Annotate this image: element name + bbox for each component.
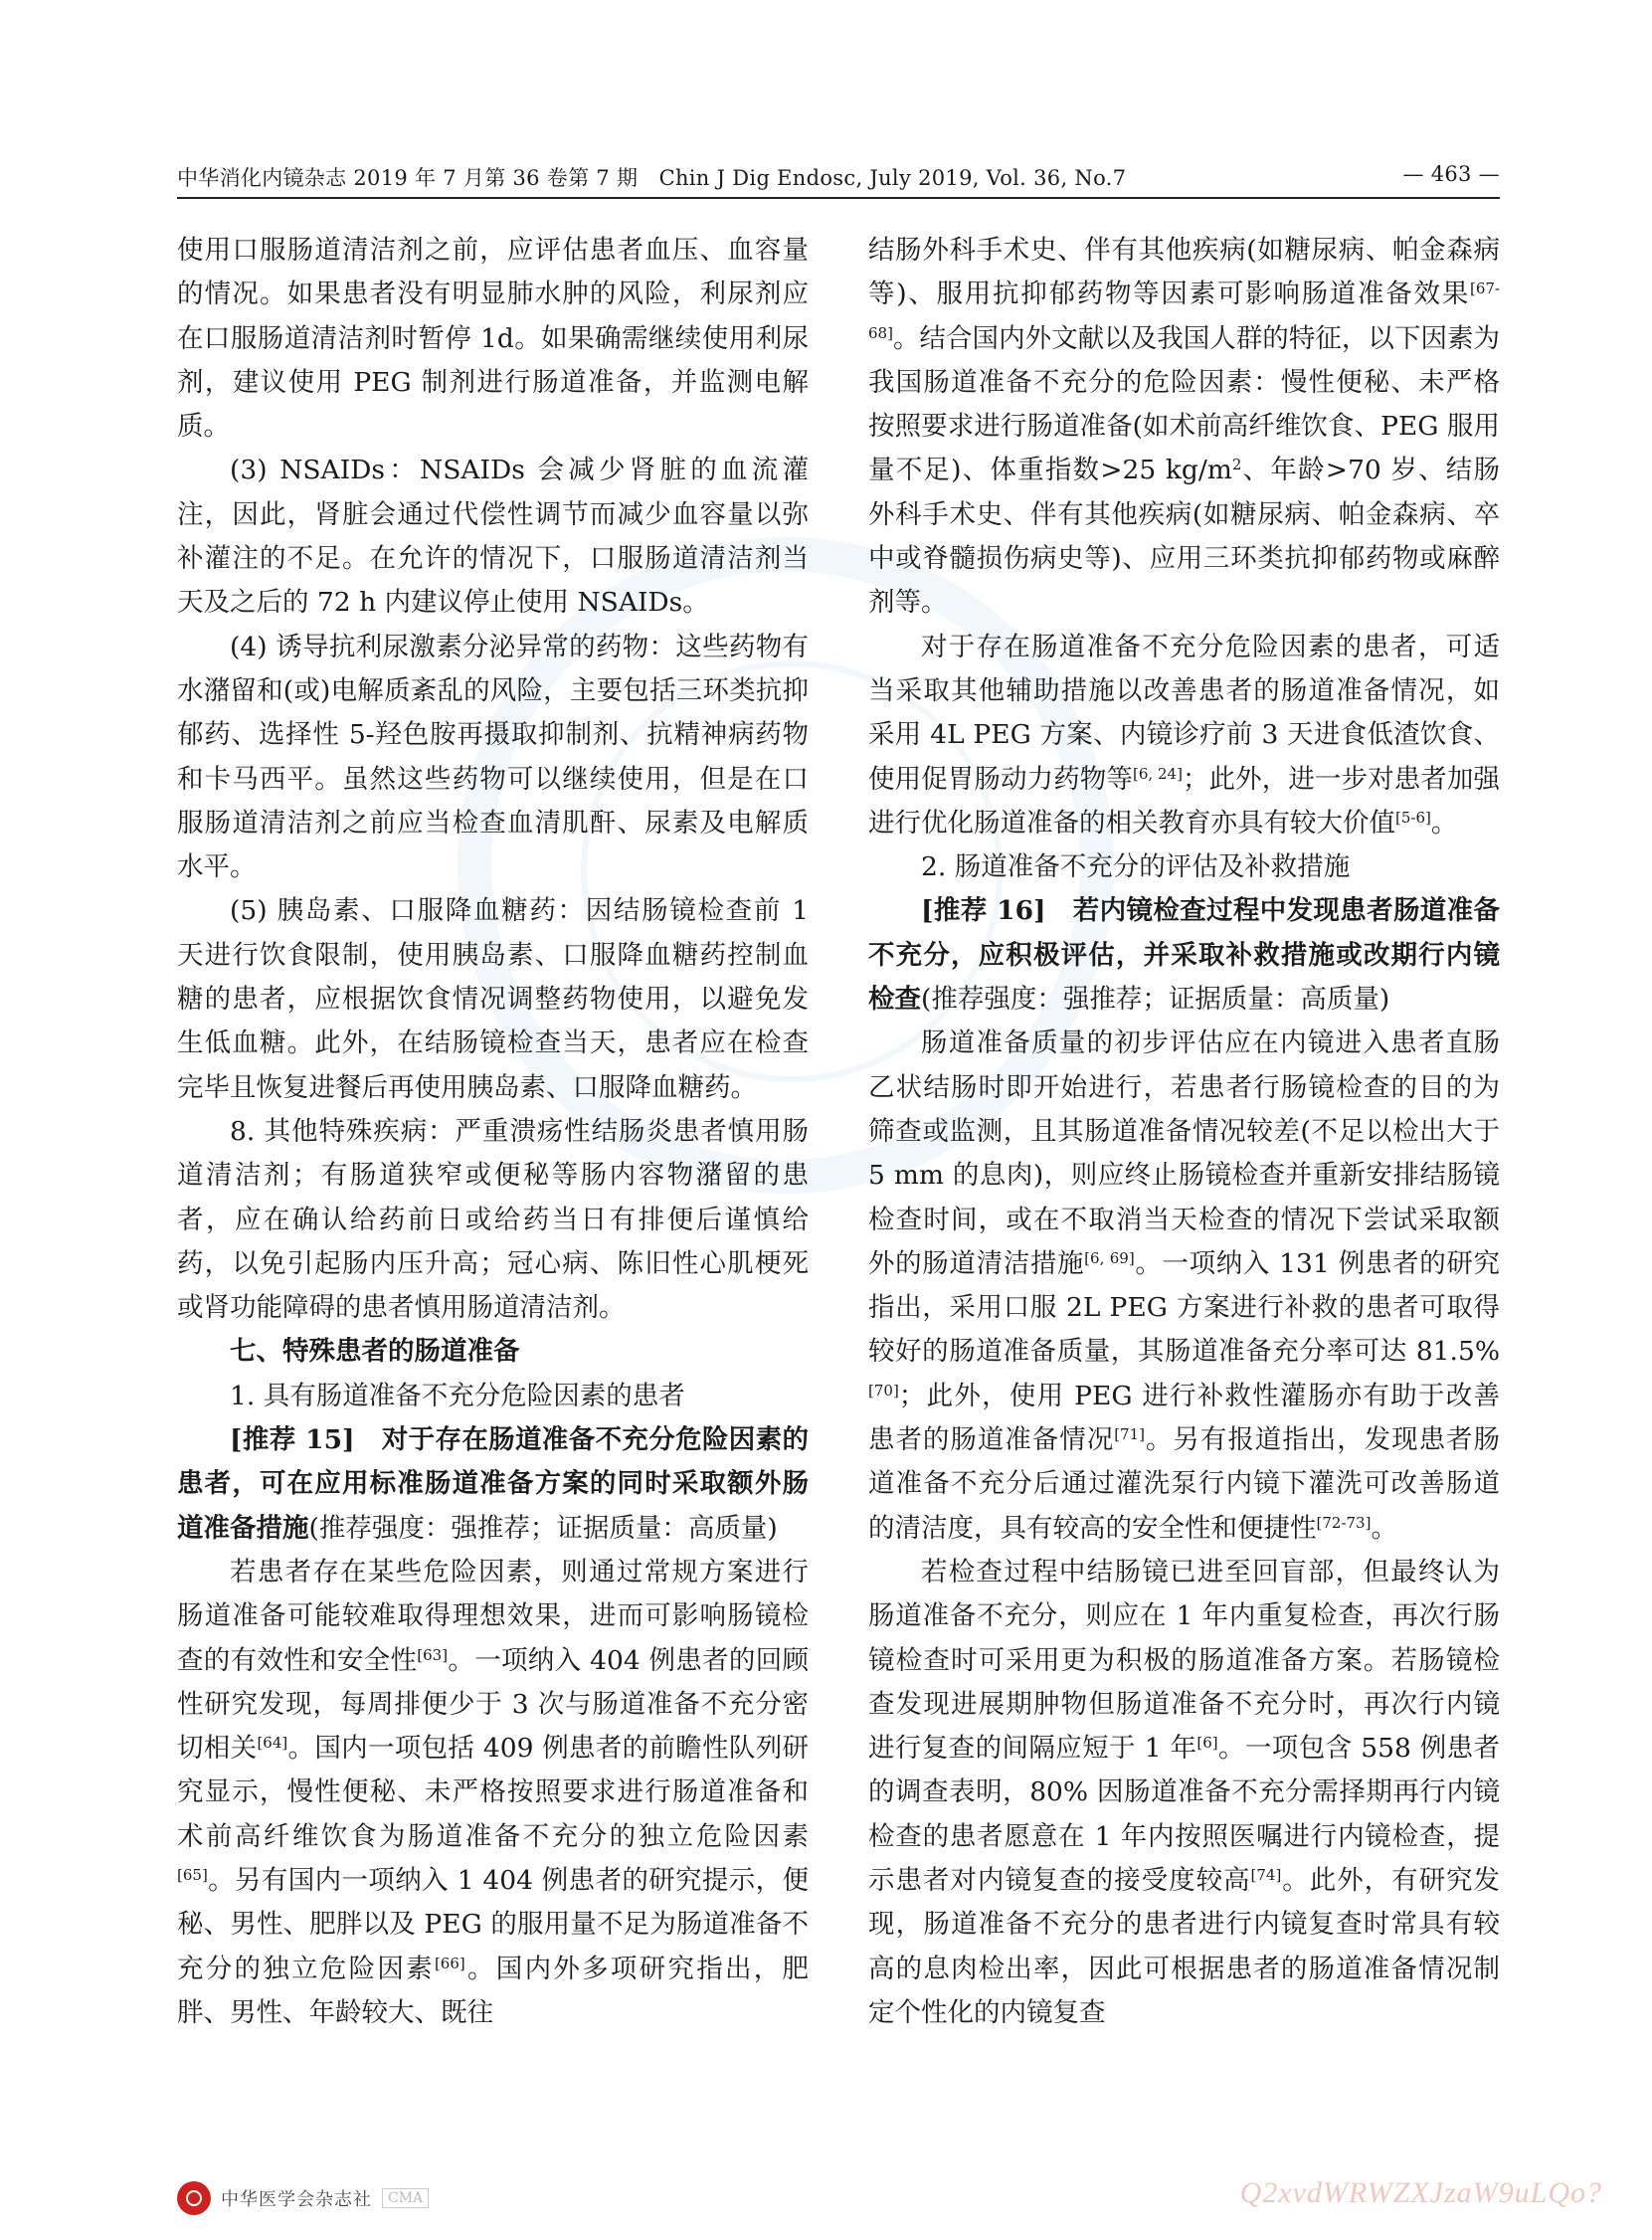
- paragraph: [177, 1551, 809, 2035]
- citation: [5-6]: [1395, 808, 1431, 827]
- paragraph: (5) 胰岛素、口服降血糖药：因结肠镜检查前 1 天进行饮食限制，使用胰岛素、口服降血糖药控制血糖的患者，应根据饮食情况调整药物使用，以避免发生低血糖。此外，在结肠镜检查当天，患者应在检查完毕且恢复进餐后再使用胰岛素、口服降血糖药。: [177, 895, 809, 1103]
- text-run: 对于存在肠道准备不充分危险因素的患者，可适当采取其他辅助措施以改善患者的肠道准备情况，如采用 4L PEG 方案、内镜诊疗前 3 天进食低渣饮食、使用促胃肠动力药物等: [868, 631, 1500, 795]
- text-run: 。一项包含 558 例患者的调查表明，80% 因肠道准备不充分需择期再行内镜检查的患者愿意在 1 年内按照医嘱进行内镜检查，提示患者对内镜复查的接受度较高: [868, 1733, 1500, 1896]
- recommendation-text: 对于存在肠道准备不充分危险因素的患者，可在应用标准肠道准备方案的同时采取额外肠道准备措施: [177, 1424, 810, 1544]
- right-column: [868, 229, 1500, 2035]
- header-rule: [177, 197, 1500, 199]
- text-run: 。一项纳入 131 例患者的研究指出，采用口服 2L PEG 方案进行补救的患者可取得较好的肠道准备质量，其肠道准备充分率可达 81.5%: [868, 1247, 1500, 1368]
- text-run: 。: [1371, 1512, 1397, 1544]
- recommendation-15: [177, 1418, 809, 1551]
- text-run: 若检查过程中结肠镜已进至回盲部，但最终认为肠道准备不充分，则应在 1 年内重复检查，再次行肠镜检查时可采用更为积极的肠道准备方案。若肠镜检查发现进展期肿物但肠道准备不充分时，再次行内镜进行复查的间隔应短于 1 年: [868, 1556, 1500, 1765]
- recommendation-label: [推荐 16]: [921, 895, 1046, 927]
- citation: [64]: [257, 1734, 288, 1753]
- text-run: 。此外，有研究发现，肠道准备不充分的患者进行内镜复查时常具有较高的息肉检出率，因此可根据患者的肠道准备情况制定个性化的内镜复查: [868, 1864, 1501, 2028]
- running-header: [177, 162, 1500, 192]
- text-run: 结肠外科手术史、伴有其他疾病(如糖尿病、帕金森病等)、服用抗抑郁药物等因素可影响肠道准备效果: [868, 235, 1500, 310]
- citation: [6, 24]: [1132, 764, 1183, 783]
- superscript: 2: [1231, 456, 1242, 474]
- text-run: 若患者存在某些危险因素，则通过常规方案进行肠道准备可能较难取得理想效果，进而可影响肠镜检查的有效性和安全性: [177, 1556, 809, 1676]
- text-run: ；此外，进一步对患者加强进行优化肠道准备的相关教育亦具有较大价值: [868, 763, 1500, 839]
- journal-citation: 中华消化内镜杂志 2019 年 7 月第 36 卷第 7 期 Chin J Dig Endosc, July 2019, Vol. 36, No.7: [177, 166, 1127, 190]
- text-run: 。: [1430, 807, 1458, 839]
- recommendation-grade: (推荐强度：强推荐；证据质量：高质量): [921, 984, 1390, 1016]
- recommendation-label: [推荐 15]: [230, 1424, 355, 1456]
- paragraph: 8. 其他特殊疾病：严重溃疡性结肠炎患者慎用肠道清洁剂；有肠道狭窄或便秘等肠内容物潴留的患者，应在确认给药前日或给药当日有排便后谨慎给药，以免引起肠内压升高；冠心病、陈旧性心肌梗死或肾功能障碍的患者慎用肠道清洁剂。: [177, 1115, 809, 1324]
- text-run: 。结合国内外文献以及我国人群的特征，以下因素为我国肠道准备不充分的危险因素：慢性便秘、未严格按照要求进行肠道准备(如术前高纤维饮食、PEG 服用量不足)、体重指数>25 kg/m: [868, 322, 1500, 486]
- paragraph: (3) NSAIDs：NSAIDs 会减少肾脏的血流灌注，因此，肾脏会通过代偿性调节而减少血容量以弥补灌注的不足。在允许的情况下，口服肠道清洁剂当天及之后的 72 h 内建议停止使用 NSAIDs。: [177, 455, 809, 619]
- publisher-seal-icon: [177, 2181, 211, 2215]
- citation: [72-73]: [1316, 1513, 1372, 1532]
- subsection-heading: 2. 肠道准备不充分的评估及补救措施: [921, 851, 1351, 883]
- paragraph: 使用口服肠道清洁剂之前，应评估患者血压、血容量的情况。如果患者没有明显肺水肿的风险，利尿剂应在口服肠道清洁剂时暂停 1d。如果确需继续使用利尿剂，建议使用 PEG 制剂进行肠道准备，并监测电解质。: [177, 235, 809, 443]
- left-column: [177, 229, 809, 2035]
- citation: [63]: [417, 1645, 449, 1664]
- recommendation-grade: (推荐强度：强推荐；证据质量：高质量): [308, 1512, 778, 1544]
- text-run: 、年龄>70 岁、结肠外科手术史、伴有其他疾病(如糖尿病、帕金森病、卒中或脊髓损伤病史等)、应用三环类抗抑郁药物或麻醉剂等。: [868, 455, 1501, 619]
- citation: [67-68]: [868, 280, 1500, 342]
- text-run: 。另有报道指出，发现患者肠道准备不充分后通过灌洗泵行内镜下灌洗可改善肠道的清洁度，具有较高的安全性和便捷性: [868, 1424, 1501, 1544]
- publisher-tag: CMA: [382, 2188, 429, 2208]
- section-heading: 七、特殊患者的肠道准备: [230, 1336, 520, 1368]
- footer-watermark-code: Q2xvdWRWZXJzaW9uLQo?: [1239, 2176, 1602, 2209]
- citation: [71]: [1114, 1425, 1145, 1444]
- recommendation-16: [868, 889, 1500, 1022]
- paragraph: [868, 1022, 1500, 1551]
- citation: [6, 69]: [1084, 1248, 1135, 1267]
- publisher-name: 中华医学会杂志社: [221, 2189, 372, 2210]
- text-run: ；此外，使用 PEG 进行补救性灌肠亦有助于改善患者的肠道准备情况: [868, 1380, 1500, 1456]
- recommendation-text: 若内镜检查过程中发现患者肠道准备不充分，应积极评估，并采取补救措施或改期行内镜检查: [868, 895, 1501, 1016]
- page-number: — 463 —: [1402, 162, 1500, 186]
- citation: [66]: [434, 1954, 465, 1972]
- citation: [65]: [177, 1865, 208, 1884]
- paragraph: (4) 诱导抗利尿激素分泌异常的药物：这些药物有水潴留和(或)电解质紊乱的风险，主要包括三环类抗抑郁药、选择性 5-羟色胺再摄取抑制剂、抗精神病药物和卡马西平。虽然这些药物可以继续使用，但是在口服肠道清洁剂之前应当检查血清肌酐、尿素及电解质水平。: [177, 631, 809, 883]
- citation: [6]: [1196, 1734, 1218, 1753]
- citation: [74]: [1250, 1865, 1282, 1884]
- text-run: 肠道准备质量的初步评估应在内镜进入患者直肠乙状结肠时即开始进行，若患者行肠镜检查的目的为筛查或监测，且其肠道准备情况较差(不足以检出大于 5 mm 的息肉)，则应终止肠镜检查并重新安排结肠镜检查时间，或在不取消当天检查的情况下尝试采取额外的肠道清洁措施: [868, 1027, 1500, 1279]
- paragraph: [868, 626, 1500, 845]
- text-run: 。一项纳入 404 例患者的回顾性研究发现，每周排便少于 3 次与肠道准备不充分密切相关: [177, 1644, 810, 1765]
- subsection-heading: 1. 具有肠道准备不充分危险因素的患者: [230, 1380, 685, 1411]
- paragraph: [868, 1551, 1500, 2035]
- citation: [70]: [868, 1381, 899, 1400]
- publisher-logo: [177, 2178, 429, 2218]
- text-run: 。国内外多项研究指出，肥胖、男性、年龄较大、既往: [177, 1953, 810, 2028]
- text-run: 。另有国内一项纳入 1 404 例患者的研究提示，便秘、男性、肥胖以及 PEG 的服用量不足为肠道准备不充分的独立危险因素: [177, 1864, 809, 1984]
- text-run: 。国内一项包括 409 例患者的前瞻性队列研究显示，慢性便秘、未严格按照要求进行肠道准备和术前高纤维饮食为肠道准备不充分的独立危险因素: [177, 1733, 810, 1852]
- paragraph: [868, 229, 1500, 626]
